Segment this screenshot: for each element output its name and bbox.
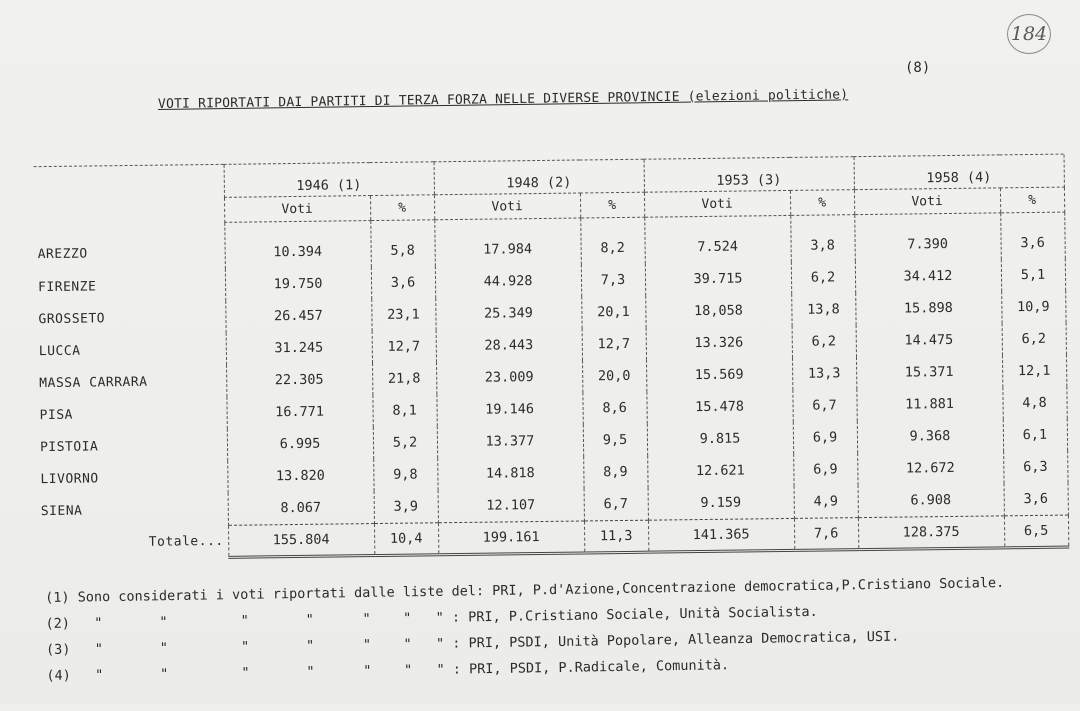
province-name: PISTOIA bbox=[39, 438, 99, 455]
percent-cell: 4,8 bbox=[1002, 387, 1066, 420]
percent-cell: 20,0 bbox=[582, 360, 646, 393]
results-table bbox=[34, 154, 1069, 562]
percent-cell: 3,6 bbox=[371, 266, 435, 299]
footnote: (4) " " " " " " " : PRI, PSDI, P.Radicale, Comunità. bbox=[46, 657, 730, 684]
votes-cell: 155.804 bbox=[228, 524, 374, 558]
percent-cell: 9,8 bbox=[373, 458, 437, 491]
votes-cell: 34.412 bbox=[855, 259, 1001, 293]
percent-cell: 7,6 bbox=[794, 518, 858, 551]
percent-cell: 3,8 bbox=[790, 215, 855, 262]
year-header: 1948 (2) bbox=[434, 160, 644, 195]
page-title: VOTI RIPORTATI DAI PARTITI DI TERZA FORZA NELLE DIVERSE PROVINCIE (elezioni politiche) bbox=[157, 87, 849, 112]
votes-cell: 15.478 bbox=[646, 390, 792, 424]
percent-cell: 9,5 bbox=[583, 424, 647, 457]
votes-cell: 15.898 bbox=[855, 291, 1001, 325]
province-name: LIVORNO bbox=[40, 470, 99, 487]
votes-cell: 44.928 bbox=[435, 264, 581, 298]
votes-cell: 25.349 bbox=[435, 296, 581, 330]
votes-cell: 13.326 bbox=[646, 326, 792, 360]
votes-cell: 10.394 bbox=[224, 221, 371, 269]
percent-cell: 13,8 bbox=[791, 293, 855, 326]
percent-cell: 6,3 bbox=[1003, 451, 1067, 484]
col-header-pct: % bbox=[580, 192, 644, 218]
votes-cell: 31.245 bbox=[226, 331, 372, 365]
votes-cell: 19.146 bbox=[436, 392, 582, 426]
col-header-pct: % bbox=[790, 190, 854, 216]
votes-cell: 9.815 bbox=[647, 422, 793, 456]
percent-cell: 5,2 bbox=[373, 426, 437, 459]
percent-cell: 8,1 bbox=[372, 394, 436, 427]
votes-cell: 8.067 bbox=[228, 491, 374, 525]
percent-cell: 4,9 bbox=[794, 485, 858, 518]
percent-cell: 20,1 bbox=[581, 296, 645, 329]
col-header-pct: % bbox=[1000, 187, 1064, 213]
percent-cell: 6,7 bbox=[584, 488, 648, 521]
col-header-voti: Voti bbox=[854, 188, 1000, 215]
percent-cell: 10,9 bbox=[1001, 291, 1065, 324]
percent-cell: 8,9 bbox=[583, 456, 647, 489]
total-label: Totale... bbox=[148, 533, 224, 550]
col-header-pct: % bbox=[370, 195, 434, 221]
percent-cell: 3,6 bbox=[1000, 212, 1065, 259]
votes-cell: 12.107 bbox=[438, 488, 584, 522]
archive-stamp: 184 bbox=[1007, 14, 1051, 54]
percent-cell: 3,9 bbox=[374, 490, 438, 523]
percent-cell: 13,3 bbox=[792, 357, 856, 390]
votes-cell: 18,058 bbox=[645, 294, 791, 328]
votes-cell: 14.818 bbox=[437, 456, 583, 490]
percent-cell: 10,4 bbox=[374, 523, 438, 556]
votes-cell: 7.390 bbox=[854, 213, 1001, 261]
votes-cell: 14.475 bbox=[856, 323, 1002, 357]
votes-cell: 141.365 bbox=[648, 518, 794, 552]
col-header-voti: Voti bbox=[224, 196, 370, 223]
percent-cell: 12,1 bbox=[1002, 355, 1066, 388]
province-name: PISA bbox=[39, 407, 74, 423]
votes-cell: 13.820 bbox=[227, 459, 373, 493]
votes-cell: 13.377 bbox=[437, 424, 583, 458]
votes-cell: 15.569 bbox=[646, 358, 792, 392]
col-header-voti: Voti bbox=[644, 190, 790, 217]
year-header: 1958 (4) bbox=[854, 155, 1064, 190]
votes-cell: 39.715 bbox=[645, 262, 791, 296]
votes-cell: 22.305 bbox=[226, 363, 372, 397]
votes-cell: 12.621 bbox=[647, 454, 793, 488]
province-name: SIENA bbox=[40, 503, 83, 519]
votes-cell: 28.443 bbox=[436, 328, 582, 362]
percent-cell: 8,6 bbox=[582, 392, 646, 425]
votes-cell: 17.984 bbox=[434, 218, 581, 266]
footnote: (1) Sono considerati i voti riportati dalle liste del: PRI, P.d'Azione,Concentrazione democratica,P.Cristiano Sociale. bbox=[45, 574, 1005, 606]
percent-cell: 6,2 bbox=[792, 325, 856, 358]
percent-cell: 6,2 bbox=[1002, 323, 1066, 356]
votes-cell: 9.368 bbox=[857, 419, 1003, 453]
col-header-voti: Voti bbox=[434, 193, 580, 220]
votes-cell: 9.159 bbox=[648, 486, 794, 520]
percent-cell: 6,5 bbox=[1004, 515, 1068, 548]
province-name: LUCCA bbox=[38, 343, 81, 359]
percent-cell: 11,3 bbox=[584, 520, 648, 553]
votes-cell: 15.371 bbox=[856, 355, 1002, 389]
province-name: AREZZO bbox=[37, 246, 88, 263]
percent-cell: 6,9 bbox=[793, 453, 857, 486]
percent-cell: 5,1 bbox=[1001, 259, 1065, 292]
votes-cell: 19.750 bbox=[225, 267, 371, 301]
percent-cell: 3,6 bbox=[1004, 483, 1068, 516]
province-name: FIRENZE bbox=[37, 278, 97, 295]
footnotes bbox=[45, 570, 1006, 689]
votes-cell: 128.375 bbox=[858, 516, 1004, 550]
votes-cell: 23.009 bbox=[436, 360, 582, 394]
percent-cell: 12,7 bbox=[582, 328, 646, 361]
year-header: 1953 (3) bbox=[644, 157, 854, 192]
percent-cell: 6,7 bbox=[792, 389, 856, 422]
votes-cell: 6.995 bbox=[227, 427, 373, 461]
votes-cell: 12.672 bbox=[857, 451, 1003, 485]
province-name: MASSA CARRARA bbox=[39, 374, 148, 391]
votes-cell: 26.457 bbox=[225, 299, 371, 333]
percent-cell: 8,2 bbox=[580, 217, 645, 264]
percent-cell: 23,1 bbox=[371, 298, 435, 331]
percent-cell: 6,9 bbox=[793, 421, 857, 454]
percent-cell: 6,2 bbox=[791, 261, 855, 294]
votes-cell: 11.881 bbox=[856, 387, 1002, 421]
page-number: (8) bbox=[905, 60, 931, 76]
percent-cell: 6,1 bbox=[1003, 419, 1067, 452]
percent-cell: 12,7 bbox=[372, 330, 436, 363]
footnote: (2) " " " " " " " : PRI, P.Cristiano Sociale, Unità Socialista. bbox=[45, 603, 818, 632]
province-name: GROSSETO bbox=[38, 310, 106, 327]
year-header: 1946 (1) bbox=[224, 162, 434, 197]
votes-cell: 199.161 bbox=[438, 521, 584, 555]
percent-cell: 21,8 bbox=[372, 362, 436, 395]
votes-cell: 6.908 bbox=[858, 483, 1004, 517]
votes-cell: 16.771 bbox=[226, 395, 372, 429]
votes-cell: 7.524 bbox=[644, 215, 791, 263]
footnote: (3) " " " " " " " : PRI, PSDI, Unità Popolare, Alleanza Democratica, USI. bbox=[45, 628, 900, 658]
percent-cell: 5,8 bbox=[370, 220, 435, 267]
percent-cell: 7,3 bbox=[581, 264, 645, 297]
